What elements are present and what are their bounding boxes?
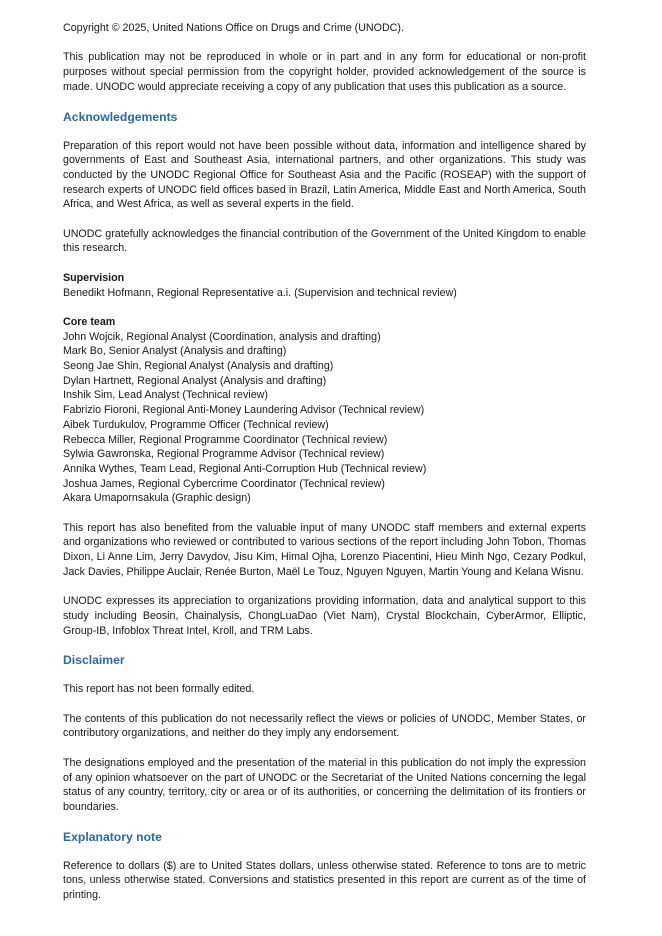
core-team-member: Rebecca Miller, Regional Programme Coordinator (Technical review) xyxy=(63,433,388,446)
core-team-member: Seong Jae Shin, Regional Analyst (Analysis and drafting) xyxy=(63,360,334,372)
supervision-label: Supervision xyxy=(63,271,125,284)
core-team-label: Core team xyxy=(63,315,116,328)
supervision-entry: Benedikt Hofmann, Regional Representative a.i. (Supervision and technical review) xyxy=(63,286,457,299)
reproduction-notice: This publication may not be reproduced in whole or in part and in any form for educational or non-profit purposes without special permission from the copyright holder, provided acknowledgement of the source is made. UNODC would appreciate receiving a copy of any publication that uses this publication as a source. xyxy=(63,51,586,93)
core-team-member: Aibek Turdukulov, Programme Officer (Technical review) xyxy=(63,418,329,431)
core-team-member: Akara Umapornsakula (Graphic design) xyxy=(63,492,251,505)
copyright-notice: Copyright © 2025, United Nations Office on Drugs and Crime (UNODC). xyxy=(63,22,404,34)
core-team-member: Annika Wythes, Team Lead, Regional Anti-Corruption Hub (Technical review) xyxy=(63,462,427,475)
core-team-member: Fabrizio Fioroni, Regional Anti-Money Laundering Advisor (Technical review) xyxy=(63,404,425,417)
explanatory-note-heading: Explanatory note xyxy=(63,829,162,844)
disclaimer-paragraph-1: This report has not been formally edited. xyxy=(63,683,255,696)
acknowledgements-heading: Acknowledgements xyxy=(63,109,178,124)
disclaimer-paragraph-2: The contents of this publication do not necessarily reflect the views or policies of UNODC, Member States, or contributory organizations, and neither do they imply any endorsement. xyxy=(63,712,586,740)
core-team-member: Dylan Hartnett, Regional Analyst (Analysis and drafting) xyxy=(63,374,327,387)
supervision-block xyxy=(63,271,586,300)
core-team-member: Mark Bo, Senior Analyst (Analysis and drafting) xyxy=(63,345,287,358)
acknowledgements-paragraph-1: Preparation of this report would not have been possible without data, information and intelligence shared by governments of East and Southeast Asia, international partners, and other organizations. This study was conducted by the UNODC Regional Office for Southeast Asia and the Pacific (ROSEAP) with the support of research experts of UNODC field offices based in Brazil, Latin America, Middle East and North America, South Africa, and West Africa, as well as several experts in the field. xyxy=(63,139,586,211)
acknowledgements-paragraph-2: UNODC gratefully acknowledges the financial contribution of the Government of the United Kingdom to enable this research. xyxy=(63,227,586,255)
core-team-member: Sylwia Gawronska, Regional Programme Advisor (Technical review) xyxy=(63,448,385,461)
core-team-block xyxy=(63,315,586,506)
acknowledgements-paragraph-3: This report has also benefited from the valuable input of many UNODC staff members and external experts and organizations who reviewed or contributed to various sections of the report including John Tobon, Thomas Dixon, Li Anne Lim, Jerry Davydov, Jisu Kim, Himal Ojha, Lorenzo Piacentini, Hieu Minh Ngo, Cezary Podkul, Jack Davies, Philippe Auclair, Renée Burton, Maël Le Touz, Nguyen Nguyen, Martin Young and Kelana Wisnu. xyxy=(63,521,586,578)
core-team-member: John Wojcik, Regional Analyst (Coordination, analysis and drafting) xyxy=(63,330,381,343)
acknowledgements-paragraph-4: UNODC expresses its appreciation to organizations providing information, data and analytical support to this study including Beosin, Chainalysis, ChongLuaDao (Viet Nam), Crystal Blockchain, CyberArmor, Elliptic, Group-IB, Infoblox Threat Intel, Kroll, and TRM Labs. xyxy=(63,595,586,637)
disclaimer-paragraph-3: The designations employed and the presentation of the material in this publication do not imply the expression of any opinion whatsoever on the part of UNODC or the Secretariat of the United Nations concerning the legal status of any country, territory, city or area or of its authorities, or concerning the delimitation of its frontiers or boundaries. xyxy=(63,756,586,813)
explanatory-note-paragraph: Reference to dollars ($) are to United States dollars, unless otherwise stated. Reference to tons are to metric tons, unless otherwise stated. Conversions and statistics presented in this report are current as of the time of printing. xyxy=(63,859,586,902)
disclaimer-heading: Disclaimer xyxy=(63,653,125,668)
core-team-member: Joshua James, Regional Cybercrime Coordinator (Technical review) xyxy=(63,477,385,490)
core-team-member: Inshik Sim, Lead Analyst (Technical review) xyxy=(63,389,268,402)
